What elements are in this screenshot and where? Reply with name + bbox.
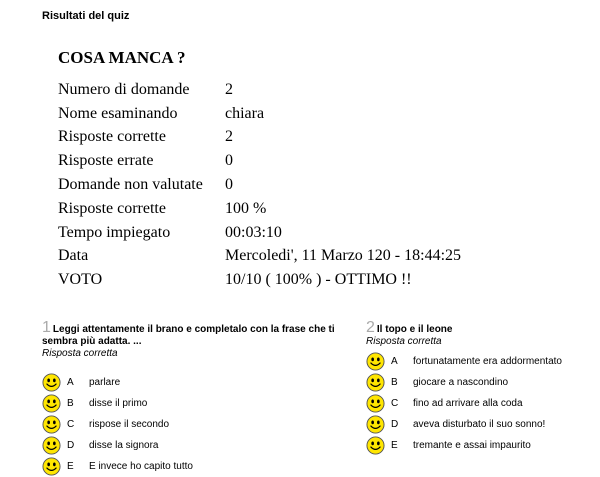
question-block	[366, 319, 596, 456]
summary-label: Tempo impiegato	[58, 223, 171, 241]
summary-label: Nome esaminando	[58, 104, 178, 122]
answer-letter: C	[391, 398, 399, 409]
answer-item	[366, 393, 596, 414]
page-header: Risultati del quiz	[42, 10, 130, 22]
smiley-icon	[366, 436, 385, 455]
answer-letter: A	[67, 377, 74, 388]
summary-row-correct-answers	[58, 126, 461, 150]
smiley-icon	[42, 394, 61, 413]
answer-letter: A	[391, 356, 398, 367]
summary-value: 0	[225, 176, 233, 194]
answer-item	[366, 414, 596, 435]
summary-row-wrong-answers	[58, 149, 461, 173]
question-status: Risposta corretta	[366, 336, 442, 347]
summary-label: Risposte errate	[58, 152, 154, 170]
answer-text: disse la signora	[89, 440, 159, 451]
answer-text: tremante e assai impaurito	[413, 440, 531, 451]
question-text: Il topo e il leone	[376, 324, 453, 335]
smiley-icon	[366, 415, 385, 434]
summary-label: Data	[58, 247, 89, 265]
question-heading	[366, 319, 596, 336]
answer-text: rispose il secondo	[89, 419, 170, 430]
answer-letter: D	[67, 440, 75, 451]
answer-text: fortunatamente era addormentato	[413, 356, 562, 367]
question-text: Leggi attentamente il brano e completalo con la frase che ti sembra più adatta. ...	[42, 324, 335, 347]
answer-text: aveva disturbato il suo sonno!	[413, 419, 546, 430]
answer-text: giocare a nascondino	[413, 377, 509, 388]
question-number: 1	[42, 319, 51, 336]
smiley-icon	[42, 373, 61, 392]
summary-row-time-spent	[58, 221, 461, 245]
answer-item	[42, 456, 360, 477]
answer-text: E invece ho capito tutto	[89, 461, 193, 472]
answer-letter: B	[67, 398, 74, 409]
summary-row-grade	[58, 268, 461, 292]
answer-list	[366, 351, 596, 456]
question-number: 2	[366, 319, 375, 336]
answer-item	[42, 393, 360, 414]
summary-label: VOTO	[58, 271, 103, 289]
smiley-icon	[42, 415, 61, 434]
summary-value: 2	[225, 80, 233, 98]
summary-row-unrated	[58, 173, 461, 197]
summary-value: Mercoledi', 11 Marzo 120 - 18:44:25	[225, 247, 462, 265]
answer-item	[42, 372, 360, 393]
answer-list	[42, 372, 360, 477]
question-status: Risposta corretta	[42, 348, 118, 359]
summary-row-question-count	[58, 78, 461, 102]
summary-value: 2	[225, 128, 233, 146]
summary-label: Risposte corrette	[58, 199, 166, 217]
smiley-icon	[366, 394, 385, 413]
question-heading	[42, 319, 360, 348]
smiley-icon	[42, 457, 61, 476]
summary-row-examinee-name	[58, 102, 461, 126]
answer-text: fino ad arrivare alla coda	[413, 398, 523, 409]
smiley-icon	[366, 352, 385, 371]
smiley-icon	[366, 373, 385, 392]
summary-row-correct-percent	[58, 197, 461, 221]
smiley-icon	[42, 436, 61, 455]
answer-letter: C	[67, 419, 75, 430]
summary-value: 00:03:10	[225, 223, 282, 241]
summary-row-date	[58, 245, 461, 269]
summary-table	[58, 78, 461, 292]
summary-title: COSA MANCA ?	[58, 48, 186, 67]
answer-item	[366, 372, 596, 393]
question-block	[42, 319, 360, 477]
answer-item	[42, 435, 360, 456]
answer-text: disse il primo	[89, 398, 148, 409]
answer-letter: E	[391, 440, 398, 451]
summary-value: chiara	[225, 104, 265, 122]
summary-value: 100 %	[225, 199, 267, 217]
answer-item	[42, 414, 360, 435]
answer-letter: D	[391, 419, 399, 430]
answer-letter: E	[67, 461, 74, 472]
summary-value: 10/10 ( 100% ) - OTTIMO !!	[225, 271, 412, 289]
summary-label: Domande non valutate	[58, 176, 203, 194]
answer-letter: B	[391, 377, 398, 388]
summary-label: Risposte corrette	[58, 128, 166, 146]
summary-label: Numero di domande	[58, 80, 190, 98]
answer-text: parlare	[89, 377, 121, 388]
summary-value: 0	[225, 152, 233, 170]
answer-item	[366, 435, 596, 456]
answer-item	[366, 351, 596, 372]
